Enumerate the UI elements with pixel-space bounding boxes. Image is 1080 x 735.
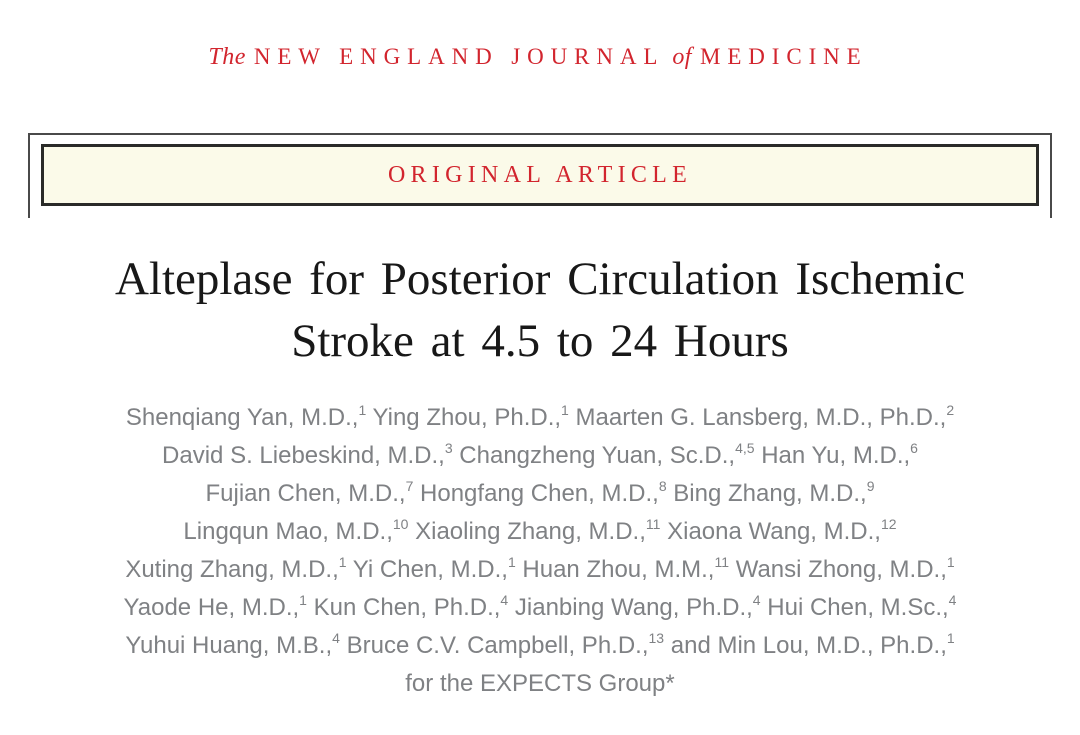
article-title-line-2: Stroke at 4.5 to 24 Hours xyxy=(291,315,789,367)
masthead-the: The xyxy=(208,44,246,70)
author-list xyxy=(0,399,1080,703)
article-type-frame xyxy=(28,133,1052,218)
masthead-name-last: MEDICINE xyxy=(699,44,868,69)
author-line: Shenqiang Yan, M.D.,$^1$ Ying Zhou, Ph.D.,$^1$ Maarten G. Lansberg, M.D., Ph.D.,$^2$ xyxy=(125,402,955,431)
article-title xyxy=(0,248,1080,372)
article-type-label: ORIGINAL ARTICLE xyxy=(387,162,693,188)
journal-masthead xyxy=(0,44,1080,71)
author-line: Xuting Zhang, M.D.,$^1$ Yi Chen, M.D.,$^1$ Huan Zhou, M.M.,$^{11}$ Wansi Zhong, M.D.,$^1$ xyxy=(125,554,955,583)
author-line: David S. Liebeskind, M.D.,$^3$ Changzheng Yuan, Sc.D.,$^{4,5}$ Han Yu, M.D.,$^6$ xyxy=(162,440,918,469)
author-line: Fujian Chen, M.D.,$^7$ Hongfang Chen, M.D.,$^8$ Bing Zhang, M.D.,$^9$ xyxy=(205,478,875,507)
author-line: Lingqun Mao, M.D.,$^{10}$ Xiaoling Zhang, M.D.,$^{11}$ Xiaona Wang, M.D.,$^{12}$ xyxy=(183,516,897,545)
masthead-name-first: NEW ENGLAND JOURNAL xyxy=(253,44,665,69)
masthead-of: of xyxy=(672,44,692,70)
author-line: Yuhui Huang, M.B.,$^4$ Bruce C.V. Campbell, Ph.D.,$^{13}$ and Min Lou, M.D., Ph.D.,$^1$ xyxy=(125,630,955,659)
article-title-line-1: Alteplase for Posterior Circulation Ischemic xyxy=(114,253,966,305)
author-line: Yaode He, M.D.,$^1$ Kun Chen, Ph.D.,$^4$ Jianbing Wang, Ph.D.,$^4$ Hui Chen, M.Sc.,$^4$ xyxy=(123,592,957,621)
article-type-box xyxy=(41,144,1039,206)
author-line: for the EXPECTS Group* xyxy=(405,670,675,697)
